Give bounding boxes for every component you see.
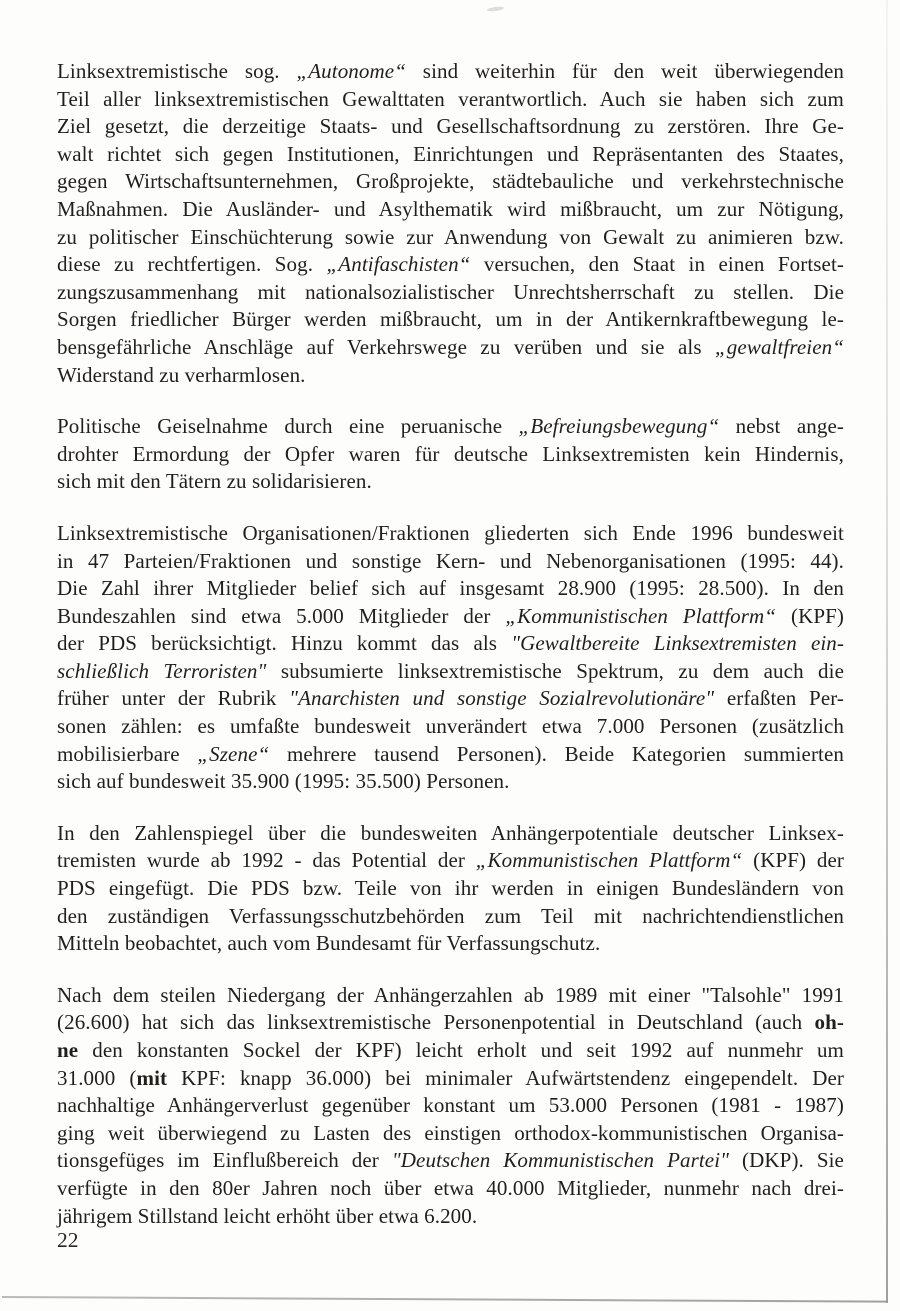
text-line [57, 603, 844, 631]
text-line [57, 468, 844, 496]
text-line [57, 86, 844, 114]
body-text: (KPF) [776, 603, 844, 628]
body-text: PDS eingefügt. Die PDS bzw. Teile von ihr werden in einigen Bundesländern von [57, 876, 844, 901]
body-text: verfügte in den 80er Jahren noch über etwa 40.000 Mitglieder, nunmehr nach drei- [57, 1175, 844, 1200]
text-line [57, 575, 844, 603]
body-text: tionsgefüges im Einflußbereich der [57, 1148, 392, 1173]
body-text: Linksextremistische sog. [57, 59, 297, 83]
body-text: walt richtet sich gegen Institutionen, Einrichtungen und Repräsentanten des Staates, [57, 141, 844, 166]
body-text: diese zu rechtfertigen. Sog. [57, 252, 327, 277]
quoted-term: „Antifaschisten“ [326, 252, 471, 277]
emphasized-word: ne [57, 1038, 79, 1062]
text-line [57, 741, 844, 769]
body-text: Maßnahmen. Die Ausländer- und Asylthematik wird mißbraucht, um zur Nötigung, [57, 196, 844, 221]
body-text: nachhaltige Anhängerverlust gegenüber konstant um 53.000 Personen (1981 - 1987) [57, 1093, 844, 1118]
text-line [57, 982, 844, 1010]
body-text: Mitteln beobachtet, auch vom Bundesamt für Verfassungschutz. [57, 931, 601, 956]
quoted-term: „Autonome“ [296, 59, 406, 83]
body-text: sind weiterhin für den weit überwiegenden [405, 59, 844, 83]
body-text: Ziel gesetzt, die derzeitige Staats- und Gesellschaftsordnung zu zerstören. Ihre Ge- [57, 114, 844, 139]
quoted-term: "Deutschen Kommunistischen Partei" [391, 1148, 730, 1173]
text-line [57, 362, 844, 390]
emphasized-word: mit [136, 1065, 168, 1090]
text-line [57, 1120, 844, 1148]
body-text: Nach dem steilen Niedergang der Anhängerzahlen ab 1989 mit einer "Talsohle" 1991 [57, 982, 844, 1007]
paragraph [57, 982, 844, 1230]
text-line [57, 141, 844, 169]
text-line [57, 1203, 844, 1231]
text-line [57, 685, 844, 713]
scan-edge-line-bottom [2, 1296, 888, 1303]
quoted-term: "Anarchisten und sonstige Sozialrevolutionäre" [289, 686, 715, 711]
emphasized-word: oh- [814, 1010, 844, 1035]
body-text: (26.600) hat sich das linksextremistische Personenpotential in Deutschland (auch [57, 1010, 815, 1035]
text-line [57, 1175, 844, 1203]
quoted-term: „Kommunistischen Plattform“ [505, 603, 777, 628]
text-line [57, 1092, 844, 1120]
body-text: mobilisierbare [57, 741, 198, 766]
text-line [57, 903, 844, 931]
body-text: jährigem Stillstand leicht erhöht über etwa 6.200. [57, 1203, 478, 1228]
text-line [57, 658, 844, 686]
text-line [57, 847, 844, 875]
body-text: in 47 Parteien/Fraktionen und sonstige Kern- und Nebenorganisationen (1995: 44). [57, 548, 844, 573]
text-line [57, 413, 844, 441]
text-line [57, 58, 844, 86]
body-text: Linksextremistische Organisationen/Fraktionen gliederten sich Ende 1996 bundesweit [57, 520, 844, 545]
text-line [57, 334, 844, 362]
text-line [57, 251, 844, 279]
body-text: (KPF) der [742, 848, 845, 873]
body-text: der PDS berücksichtigt. Hinzu kommt das als [57, 631, 512, 656]
text-line [57, 630, 844, 658]
text-line [57, 713, 844, 741]
body-text: drohter Ermordung der Opfer waren für deutsche Linksextremisten kein Hindernis, [57, 441, 844, 466]
text-line [57, 1037, 844, 1065]
quoted-term: "Gewaltbereite Linksextremisten ein- [511, 631, 844, 656]
text-line [57, 196, 844, 224]
body-text: Teil aller linksextremistischen Gewalttaten verantwortlich. Auch sie haben sich zum [57, 86, 844, 111]
body-text: Politische Geiselnahme durch eine peruanische [57, 414, 519, 439]
text-line [57, 306, 844, 334]
body-text: sich mit den Tätern zu solidarisieren. [57, 469, 372, 494]
body-text: zungszusammenhang mit nationalsozialistischer Unrechtsherrschaft zu stellen. Die [57, 279, 844, 304]
text-line [57, 1147, 844, 1175]
body-text: sich auf bundesweit 35.900 (1995: 35.500) Personen. [57, 769, 510, 794]
body-text: subsumierte linksextremistische Spektrum, zu dem auch die [266, 658, 844, 683]
text-line [57, 930, 844, 958]
text-line [57, 1009, 844, 1037]
paragraph [57, 520, 844, 796]
text-line [57, 168, 844, 196]
body-text: versuchen, den Staat in einen Fortset- [470, 252, 844, 277]
text-line [57, 224, 844, 252]
scan-edge-line-right [886, 0, 888, 1303]
body-text: Sorgen friedlicher Bürger werden mißbraucht, um in der Antikernkraftbewegung le- [57, 307, 844, 332]
body-text: (DKP). Sie [729, 1148, 844, 1173]
text-line [57, 279, 844, 307]
body-text: 31.000 ( [57, 1065, 137, 1090]
body-text: In den Zahlenspiegel über die bundesweiten Anhängerpotentiale deutscher Linksex- [57, 820, 844, 845]
body-text: zu politischer Einschüchterung sowie zur Anwendung von Gewalt zu animieren bzw. [57, 224, 844, 249]
paragraph [57, 58, 844, 389]
quoted-term: „Kommunistischen Plattform“ [475, 848, 743, 873]
text-line [57, 875, 844, 903]
body-text: mehrere tausend Personen). Beide Kategorien summierten [269, 741, 844, 766]
body-text: Widerstand zu verharmlosen. [57, 362, 306, 387]
paragraph [57, 820, 844, 958]
text-line [57, 768, 844, 796]
scan-smudge-artifact [487, 6, 504, 12]
text-line [57, 113, 844, 141]
text-line [57, 441, 844, 469]
body-text: ging weit überwiegend zu Lasten des einstigen orthodox-kommunistischen Organisa- [57, 1120, 844, 1145]
body-text: erfaßten Per- [714, 686, 845, 711]
body-text: den konstanten Sockel der KPF) leicht erholt und seit 1992 auf nunmehr um [78, 1038, 844, 1062]
text-line [57, 548, 844, 576]
quoted-term: „Befreiungsbewegung“ [518, 414, 720, 439]
page-number: 22 [57, 1228, 79, 1252]
text-line [57, 820, 844, 848]
body-text: nebst ange- [719, 414, 844, 439]
quoted-term: „Szene“ [197, 741, 270, 766]
paragraph [57, 413, 844, 496]
body-text: Die Zahl ihrer Mitglieder belief sich auf insgesamt 28.900 (1995: 28.500). In den [57, 576, 844, 601]
text-line [57, 1065, 844, 1093]
quoted-term: schließlich Terroristen" [57, 658, 267, 683]
body-text: bensgefährliche Anschläge auf Verkehrswege zu verüben und sie als [57, 334, 716, 359]
body-text: sonen zählen: es umfaßte bundesweit unverändert etwa 7.000 Personen (zusätzlich [57, 714, 844, 739]
text-block [57, 58, 844, 1230]
text-line [57, 520, 844, 548]
body-text: gegen Wirtschaftsunternehmen, Großprojekte, städtebauliche und verkehrstechnische [57, 169, 844, 194]
body-text: tremisten wurde ab 1992 - das Potential der [57, 848, 476, 873]
body-text: KPF: knapp 36.000) bei minimaler Aufwärtstendenz eingependelt. Der [167, 1065, 844, 1090]
body-text: Bundeszahlen sind etwa 5.000 Mitglieder der [57, 603, 506, 628]
body-text: den zuständigen Verfassungsschutzbehörden zum Teil mit nachrichtendienstlichen [57, 903, 844, 928]
body-text: früher unter der Rubrik [57, 686, 290, 711]
quoted-term: „gewaltfreien“ [715, 334, 844, 359]
